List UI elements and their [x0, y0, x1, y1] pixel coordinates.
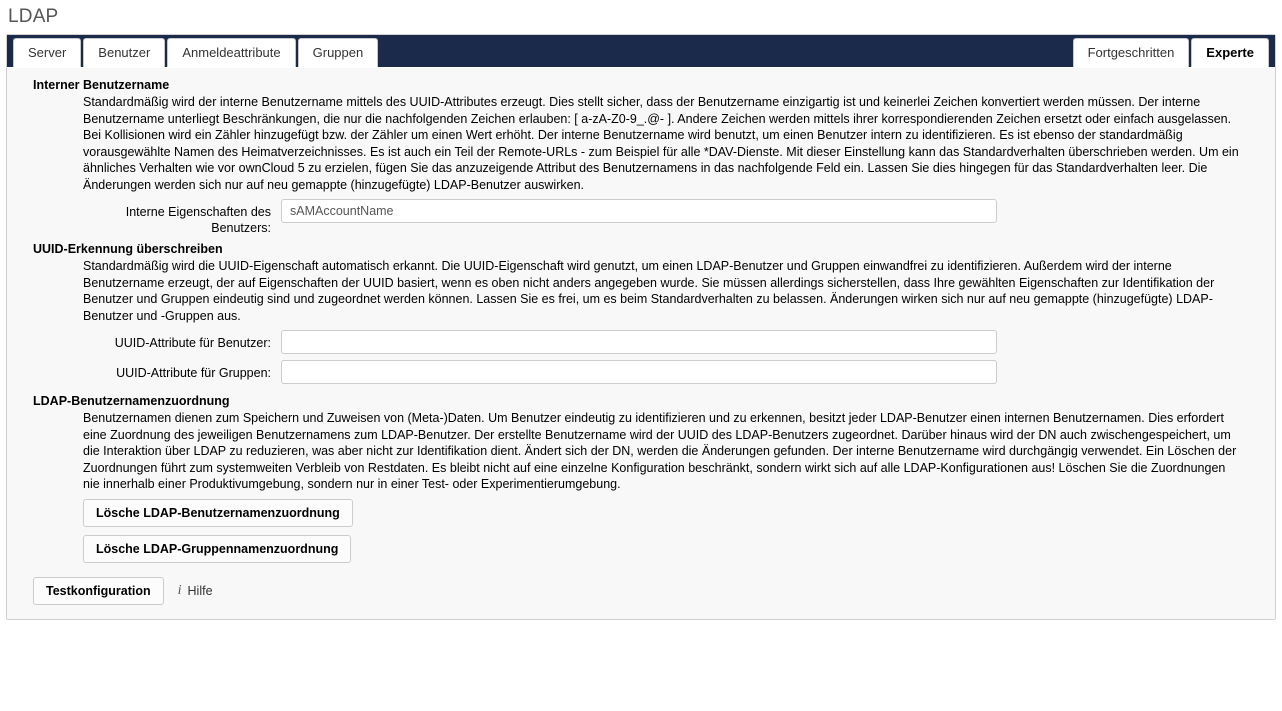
mapping-buttons: [19, 499, 1263, 571]
page-title: LDAP: [8, 6, 59, 27]
section-description-username-mapping: Benutzernamen dienen zum Speichern und Zuweisen von (Meta-)Daten. Um Benutzer eindeutig zu identifizieren und zu erkennen, besitzt jeder LDAP-Benutzer einen internen Benutzernamen. Dies erfordert eine Zuordnung des jeweiligen Benutzernamens zum LDAP-Benutzer. Der erstellte Benutzername wird der UUID des LDAP-Benutzers zugeordnet. Darüber hinaus wird der DN auch zwischengespeichert, um die Interaktion über LDAP zu reduzieren, was aber nicht zur Identifikation dient. Ändert sich der DN, werden die Änderungen gefunden. Der interne Benutzername wird durchgängig verwendet. Ein Löschen der Zuordnungen führt zum systemweiten Verbleib von Restdaten. Es bleibt nicht auf eine einzelne Konfiguration beschränkt, sondern wirkt sich auf alle LDAP-Konfigurationen aus! Löschen Sie die Zuordnungen nie innerhalb einer Produktivumgebung, sondern nur in einer Test- oder Experimentierumgebung.: [83, 411, 1237, 491]
tab-content-experte: [7, 67, 1275, 619]
field-label-uuid-users: UUID-Attribute für Benutzer:: [114, 336, 271, 350]
internal-username-attribute-input[interactable]: [281, 199, 997, 223]
section-description-internal-username: Standardmäßig wird der interne Benutzername mittels des UUID-Attributes erzeugt. Dies stellt sicher, dass der Benutzername einzigartig ist und keinerlei Zeichen konvertiert werden müssen. Der interne Benutzername unterliegt Beschränkungen, die nur die nachfolgenden Zeichen erlauben: [ a-zA-Z0-9_.@- ]. Andere Zeichen werden mittels ihrer korrespondierenden Zeichen ersetzt oder einfach ausgelassen. Bei Kollisionen wird ein Zähler hinzugefügt bzw. der Zähler um einen Wert erhöht. Der interne Benutzername wird benutzt, um einen Benutzer intern zu identifizieren. Es ist ebenso der standardmäßig vorausgewählte Namen des Heimatverzeichnisses. Es ist auch ein Teil der Remote-URLs - zum Beispiel für alle *DAV-Dienste. Mit dieser Einstellung kann das Standardverhalten überschrieben werden. Um ein ähnliches Verhalten wie vor ownCloud 5 zu erzielen, fügen Sie das anzuzeigende Attribut des Benutzernamens in das nachfolgende Feld ein. Lassen Sie dies hingegen für das Standardverhalten leer. Die Änderungen werden sich nur auf neu gemappte (hinzugefügte) LDAP-Benutzer auswirken.: [83, 95, 1239, 192]
field-row-internal-username: [19, 199, 1263, 236]
clear-username-mapping-button[interactable]: Lösche LDAP-Benutzernamenzuordnung: [83, 499, 353, 527]
field-label-internal-username-line2: Benutzers:: [211, 221, 271, 235]
field-row-uuid-users: [19, 330, 1263, 354]
tab-anmeldeattribute[interactable]: Anmeldeattribute: [167, 38, 295, 67]
uuid-attribute-users-input[interactable]: [281, 330, 997, 354]
field-row-uuid-groups: [19, 360, 1263, 384]
tab-gruppen[interactable]: Gruppen: [298, 38, 379, 67]
section-title-username-mapping: LDAP-Benutzernamenzuordnung: [33, 394, 230, 408]
field-label-internal-username-line1: Interne Eigenschaften des: [125, 205, 271, 219]
info-icon: i: [177, 582, 182, 598]
tab-server[interactable]: Server: [13, 38, 81, 67]
tab-bar: [7, 35, 1275, 67]
tab-experte[interactable]: Experte: [1191, 38, 1269, 67]
tab-group-left: [13, 38, 1071, 67]
section-username-mapping: [19, 394, 1263, 571]
test-configuration-button[interactable]: Testkonfiguration: [33, 577, 164, 605]
section-description-uuid-override: Standardmäßig wird die UUID-Eigenschaft automatisch erkannt. Die UUID-Eigenschaft wird genutzt, um einen LDAP-Benutzer und Gruppen einwandfrei zu identifizieren. Außerdem wird der interne Benutzername erzeugt, der auf Eigenschaften der UUID basiert, wenn es oben nicht anders angegeben wurde. Sie müssen allerdings sicherstellen, dass Ihre gewählten Eigenschaften zur Identifikation der Benutzer und Gruppen eindeutig sind und zugeordnet werden können. Lassen Sie es frei, um es beim Standardverhalten zu belassen. Änderungen wirken sich nur auf neu gemappte (hinzugefügte) LDAP-Benutzer und -Gruppen aus.: [83, 259, 1215, 323]
section-internal-username: [19, 78, 1263, 236]
tab-fortgeschritten[interactable]: Fortgeschritten: [1073, 38, 1190, 67]
field-label-internal-username: [19, 199, 281, 236]
footer-actions: [33, 577, 1263, 605]
section-uuid-override: [19, 242, 1263, 384]
uuid-attribute-groups-input[interactable]: [281, 360, 997, 384]
section-title-internal-username: Interner Benutzername: [33, 78, 170, 92]
help-link[interactable]: Hilfe: [187, 583, 213, 598]
field-label-uuid-groups: UUID-Attribute für Gruppen:: [116, 366, 271, 380]
clear-groupname-mapping-button[interactable]: Lösche LDAP-Gruppennamenzuordnung: [83, 535, 351, 563]
section-title-uuid-override: UUID-Erkennung überschreiben: [33, 242, 223, 256]
tab-group-right: [1071, 38, 1269, 67]
tab-benutzer[interactable]: Benutzer: [83, 38, 165, 67]
ldap-panel: [6, 34, 1276, 620]
